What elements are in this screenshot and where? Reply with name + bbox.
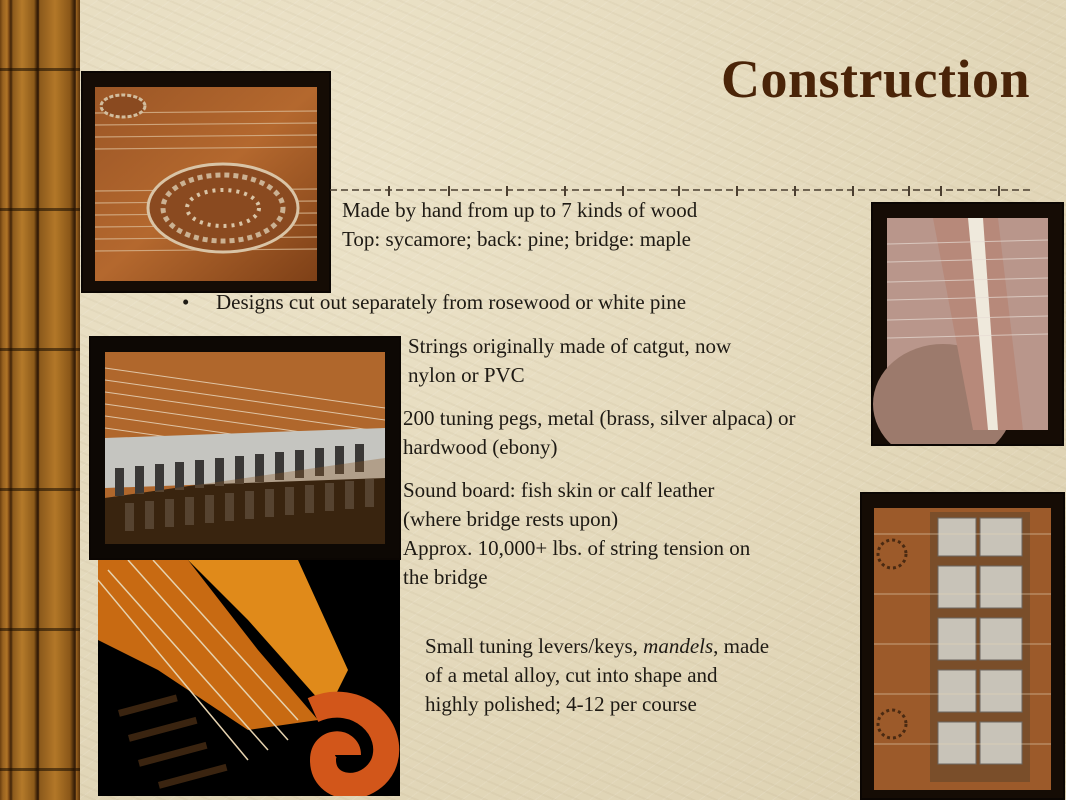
pegs-text [403, 404, 795, 462]
text-line: of a metal alloy, cut into shape and [425, 663, 718, 687]
text-line: highly polished; 4-12 per course [425, 692, 697, 716]
decorative-divider [330, 186, 1030, 196]
slide-title: Construction [720, 49, 1030, 109]
border-line [37, 0, 39, 800]
text-line: Made by hand from up to 7 kinds of wood [342, 198, 698, 222]
text-line: Top: sycamore; back: pine; bridge: maple [342, 227, 692, 251]
tuning-pegs-photo [91, 338, 399, 558]
text-line: Approx. 10,000+ lbs. of string tension on [403, 536, 751, 560]
text-line: the bridge [403, 565, 488, 589]
mandels-photo [862, 494, 1063, 798]
mandels-term: mandels [643, 634, 714, 658]
wood-text [342, 196, 697, 254]
text-line: (where bridge rests upon) [403, 507, 619, 531]
text-line: 200 tuning pegs, metal (brass, silver alpaca) or [403, 406, 796, 430]
text-line [425, 632, 769, 661]
bridge-photo [873, 204, 1062, 444]
text-line: Sound board: fish skin or calf leather [403, 478, 715, 502]
soundboard-photo [83, 73, 329, 291]
text-line: Strings originally made of catgut, now [408, 334, 732, 358]
bullet-glyph: • [182, 290, 190, 314]
text-line: hardwood (ebony) [403, 435, 558, 459]
wood-border [0, 0, 80, 800]
levers-text [425, 632, 769, 719]
designs-bullet [182, 290, 686, 315]
border-line [74, 0, 76, 800]
strings-text [408, 332, 731, 390]
text-fragment: Small tuning levers/keys, [425, 634, 644, 658]
text-line: nylon or PVC [408, 363, 525, 387]
bullet-text: Designs cut out separately from rosewood or white pine [216, 290, 687, 314]
carved-head-photo [98, 560, 400, 796]
sound-board-text [403, 476, 750, 592]
text-fragment: , made [713, 634, 770, 658]
